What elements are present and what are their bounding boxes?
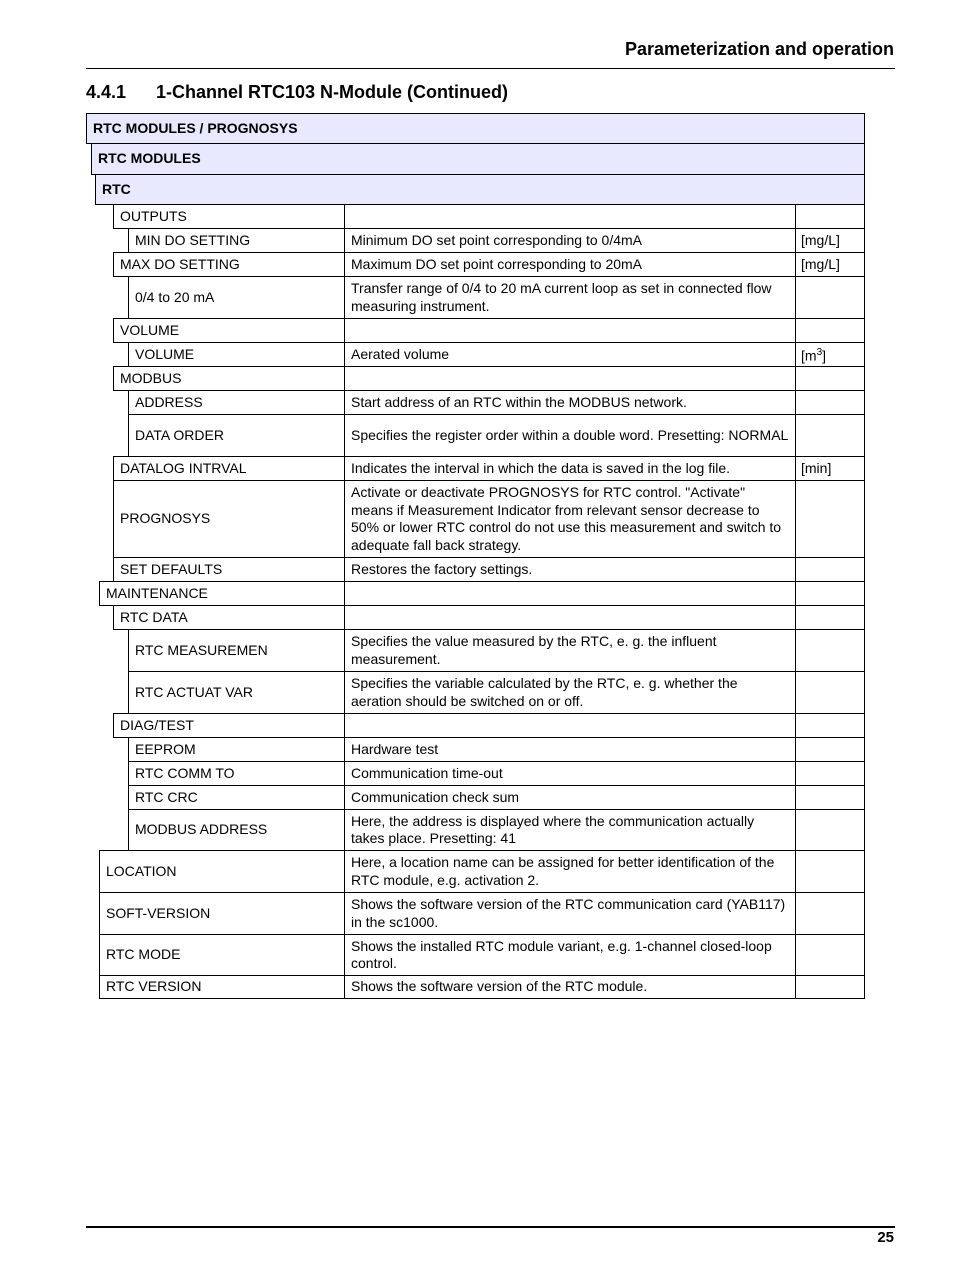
parameter-description-text: Transfer range of 0/4 to 20 mA current loop as set in connected flow measuring instrument. (351, 280, 772, 314)
parameter-name-text: RTC MEASUREMEN (135, 641, 268, 658)
parameter-name-text: 0/4 to 20 mA (135, 288, 215, 305)
parameter-name (128, 671, 345, 714)
parameter-description (344, 276, 796, 319)
parameter-description (344, 480, 796, 558)
parameter-description-text: Here, a location name can be assigned for better identification of the RTC module, e.g. activation 2. (351, 854, 775, 888)
parameter-description-text: Shows the software version of the RTC module. (351, 978, 648, 995)
parameter-name-text: RTC VERSION (106, 978, 202, 995)
parameter-description-text: Shows the software version of the RTC communication card (YAB117) in the sc1000. (351, 896, 786, 930)
parameter-description (344, 629, 796, 672)
parameter-unit-text (801, 344, 826, 365)
parameter-description (344, 557, 796, 582)
group-header (86, 113, 865, 144)
parameter-unit (795, 934, 865, 976)
parameter-name (128, 809, 345, 851)
parameter-description (344, 342, 796, 367)
unit-end: ] (822, 347, 827, 364)
parameter-description (344, 605, 796, 630)
parameter-unit (795, 414, 865, 457)
parameter-unit (795, 252, 865, 277)
parameter-description-text: Here, the address is displayed where the communication actually takes place. Presetting: 41 (351, 812, 755, 846)
group-header-text: RTC MODULES (98, 150, 201, 167)
parameter-name-text: OUTPUTS (120, 207, 187, 224)
parameter-unit (795, 761, 865, 786)
parameter-name-text: RTC ACTUAT VAR (135, 683, 253, 700)
parameter-name-text: MIN DO SETTING (135, 231, 251, 248)
parameter-description-text: Indicates the interval in which the data is saved in the log file. (351, 459, 730, 476)
parameter-description (344, 761, 796, 786)
parameter-name-text: DIAG/TEST (120, 716, 194, 733)
parameter-name (128, 629, 345, 672)
parameter-unit (795, 975, 865, 999)
parameter-description (344, 975, 796, 999)
parameter-description-text: Activate or deactivate PROGNOSYS for RTC control. "Activate" means if Measurement Indicator from relevant sensor decrease to 50% or lower RTC control do not use this measurement and switch to adequate fall back strategy. (351, 484, 782, 553)
parameter-description-text: Maximum DO set point corresponding to 20mA (351, 255, 643, 272)
parameter-name (113, 713, 345, 738)
parameter-unit (795, 671, 865, 714)
parameter-name (113, 366, 345, 391)
parameter-name-text: DATA ORDER (135, 426, 224, 443)
parameter-name (113, 456, 345, 481)
parameter-description-text: Start address of an RTC within the MODBUS network. (351, 393, 687, 410)
parameter-name (99, 934, 345, 976)
parameter-description-text: Aerated volume (351, 345, 450, 362)
parameter-name-text: RTC DATA (120, 608, 188, 625)
section-title: 1-Channel RTC103 N-Module (Continued) (156, 82, 508, 102)
parameter-name-text: MAX DO SETTING (120, 255, 240, 272)
parameter-name-text: LOCATION (106, 862, 177, 879)
parameter-description (344, 785, 796, 810)
parameter-description-text: Minimum DO set point corresponding to 0/4mA (351, 231, 643, 248)
parameter-description (344, 204, 796, 229)
parameter-description (344, 713, 796, 738)
parameter-description-text: Communication check sum (351, 788, 520, 805)
parameter-name-text: MAINTENANCE (106, 584, 208, 601)
parameter-name-text: EEPROM (135, 740, 196, 757)
parameter-name (128, 390, 345, 415)
parameter-description (344, 228, 796, 253)
group-header (95, 174, 865, 205)
group-header-text: RTC (102, 180, 131, 197)
parameter-description-text: Communication time-out (351, 764, 503, 781)
parameter-name (128, 737, 345, 762)
parameter-name (128, 342, 345, 367)
parameter-name-text: PROGNOSYS (120, 510, 211, 527)
parameter-description (344, 934, 796, 976)
parameter-description-text: Shows the installed RTC module variant, e.g. 1-channel closed-loop control. (351, 937, 772, 971)
parameter-name-text: RTC MODE (106, 946, 181, 963)
parameter-description-text: Specifies the variable calculated by the RTC, e. g. whether the aeration should be switched on or off. (351, 675, 738, 709)
footer-rule (86, 1226, 895, 1228)
unit-superscript: 3 (816, 346, 823, 358)
parameter-name (128, 276, 345, 319)
parameter-unit-text (801, 460, 831, 478)
parameter-description (344, 892, 796, 935)
group-header (91, 143, 865, 175)
parameter-name (128, 761, 345, 786)
parameter-name (113, 252, 345, 277)
parameter-unit (795, 713, 865, 738)
parameter-name (113, 204, 345, 229)
parameter-description (344, 456, 796, 481)
parameter-description-text: Specifies the value measured by the RTC, e. g. the influent measurement. (351, 633, 717, 667)
parameter-unit (795, 456, 865, 481)
parameter-unit (795, 390, 865, 415)
parameter-unit (795, 342, 865, 367)
parameter-name-text: VOLUME (120, 321, 180, 338)
parameter-unit-text (801, 232, 840, 250)
parameter-unit (795, 850, 865, 893)
parameter-name (113, 318, 345, 343)
parameter-description (344, 809, 796, 851)
parameter-unit-text (801, 256, 840, 274)
parameter-unit (795, 629, 865, 672)
parameter-description-text: Hardware test (351, 740, 439, 757)
parameter-unit (795, 480, 865, 558)
parameter-description-text: Specifies the register order within a double word. Presetting: NORMAL (351, 426, 789, 443)
parameter-name-text: SOFT-VERSION (106, 904, 211, 921)
page-number: 25 (877, 1229, 894, 1246)
parameter-name-text: RTC CRC (135, 788, 198, 805)
parameter-name (113, 557, 345, 582)
unit-base: [mg/L] (801, 231, 840, 248)
parameter-name (99, 975, 345, 999)
parameter-description (344, 737, 796, 762)
parameter-name (128, 414, 345, 457)
parameter-unit (795, 605, 865, 630)
unit-base: [m (801, 347, 817, 364)
parameter-unit (795, 737, 865, 762)
parameter-unit (795, 557, 865, 582)
parameter-unit (795, 892, 865, 935)
parameter-description (344, 414, 796, 457)
parameter-description (344, 390, 796, 415)
parameter-unit (795, 228, 865, 253)
parameter-description (344, 850, 796, 893)
parameter-name-text: MODBUS ADDRESS (135, 821, 268, 838)
parameter-unit (795, 318, 865, 343)
parameter-unit (795, 785, 865, 810)
parameter-name-text: ADDRESS (135, 393, 203, 410)
parameter-name (99, 581, 345, 606)
parameter-description-text: Restores the factory settings. (351, 560, 533, 577)
page-header-title: Parameterization and operation (624, 39, 894, 59)
parameter-description (344, 252, 796, 277)
parameter-description (344, 581, 796, 606)
unit-base: [mg/L] (801, 255, 840, 272)
section-number: 4.4.1 (86, 82, 127, 102)
parameter-unit (795, 581, 865, 606)
parameter-unit (795, 366, 865, 391)
parameter-name (113, 605, 345, 630)
parameter-name-text: RTC COMM TO (135, 764, 235, 781)
parameter-name (113, 480, 345, 558)
group-header-text: RTC MODULES / PROGNOSYS (93, 119, 298, 136)
unit-base: [min] (801, 459, 832, 476)
parameter-name (99, 892, 345, 935)
parameter-description (344, 671, 796, 714)
parameter-description (344, 318, 796, 343)
parameter-name (128, 228, 345, 253)
parameter-unit (795, 809, 865, 851)
parameter-unit (795, 204, 865, 229)
parameter-name (128, 785, 345, 810)
parameter-name (99, 850, 345, 893)
parameter-name-text: DATALOG INTRVAL (120, 459, 247, 476)
parameter-name-text: VOLUME (135, 345, 195, 362)
parameter-unit (795, 276, 865, 319)
parameter-name-text: SET DEFAULTS (120, 560, 223, 577)
parameter-description (344, 366, 796, 391)
parameter-name-text: MODBUS (120, 369, 182, 386)
